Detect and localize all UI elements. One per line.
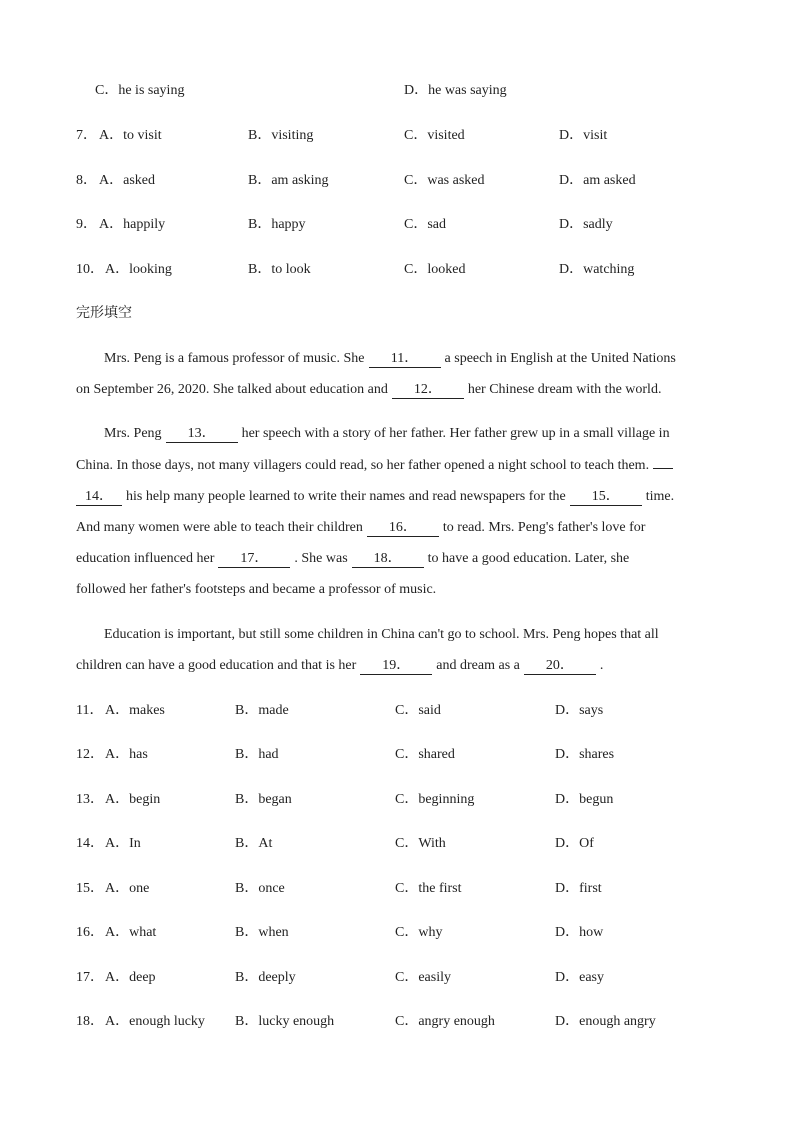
question-row xyxy=(0,1012,794,1032)
option-a: A．makes xyxy=(105,703,165,718)
option-b: B．began xyxy=(235,792,292,807)
passage-text: to read. Mrs. Peng's father's love for xyxy=(442,520,646,535)
option-c: C．easily xyxy=(395,970,451,985)
option-c: C．was asked xyxy=(404,173,485,188)
option-a: A．asked xyxy=(99,173,155,188)
blank-17: 17． xyxy=(218,551,290,568)
option-a: A．looking xyxy=(105,262,172,277)
option-b: B．when xyxy=(235,925,289,940)
option-a: A．has xyxy=(105,747,148,762)
option-c: C．the first xyxy=(395,881,462,896)
option-b: B．happy xyxy=(248,217,306,232)
option-a: A．one xyxy=(105,881,150,896)
question-number: 14． xyxy=(76,836,104,851)
option-a: A．happily xyxy=(99,217,166,232)
option-b: B．once xyxy=(235,881,285,896)
passage-line xyxy=(76,656,716,676)
passage-line xyxy=(104,349,744,369)
option-d: D．shares xyxy=(555,747,615,762)
passage-text: to have a good education. Later, she xyxy=(427,551,630,566)
blank-16: 16． xyxy=(367,520,439,537)
passage-line xyxy=(76,456,716,476)
passage-text: her Chinese dream with the world. xyxy=(467,382,662,397)
option-b: B．At xyxy=(235,836,273,851)
question-row xyxy=(0,701,794,721)
option-c: C．he is saying xyxy=(95,83,185,98)
question-row xyxy=(0,834,794,854)
option-c: C．beginning xyxy=(395,792,475,807)
question-number: 7． xyxy=(76,128,97,143)
option-d: D．enough angry xyxy=(555,1014,656,1029)
question-number: 8． xyxy=(76,173,97,188)
passage-line xyxy=(76,549,716,569)
blank-14-start xyxy=(653,468,673,469)
blank-13: 13． xyxy=(166,426,238,443)
passage-text: . She was xyxy=(294,551,348,566)
blank-20: 20． xyxy=(524,658,596,675)
passage-text: children can have a good education and that is her xyxy=(76,658,357,673)
passage-line xyxy=(104,424,744,444)
question-number: 11． xyxy=(76,703,104,718)
passage-text: her speech with a story of her father. Her father grew up in a small village in xyxy=(241,426,670,441)
option-d: D．watching xyxy=(559,262,635,277)
blank-15: 15． xyxy=(570,489,642,506)
option-a: A．enough lucky xyxy=(105,1014,205,1029)
passage-text: Mrs. Peng xyxy=(104,426,162,441)
option-d: D．begun xyxy=(555,792,614,807)
blank-19: 19． xyxy=(360,658,432,675)
blank-12: 12． xyxy=(392,382,464,399)
question-number: 13． xyxy=(76,792,104,807)
passage-line xyxy=(76,487,716,507)
option-a: A．deep xyxy=(105,970,156,985)
question-row-6-continued xyxy=(0,81,794,101)
question-number: 15． xyxy=(76,881,104,896)
blank-14: 14． xyxy=(76,489,122,506)
option-d: D．says xyxy=(555,703,604,718)
option-c: C．looked xyxy=(404,262,466,277)
option-d: D．Of xyxy=(555,836,594,851)
blank-11: 11． xyxy=(369,351,441,368)
passage-text: And many women were able to teach their children xyxy=(76,520,363,535)
option-d: D．how xyxy=(555,925,604,940)
question-row xyxy=(0,260,794,280)
passage-text: education influenced her xyxy=(76,551,215,566)
option-c: C．shared xyxy=(395,747,455,762)
question-row xyxy=(0,215,794,235)
option-d: D．sadly xyxy=(559,217,613,232)
question-number: 12． xyxy=(76,747,104,762)
option-d: D．he was saying xyxy=(404,83,507,98)
question-row xyxy=(0,879,794,899)
option-b: B．am asking xyxy=(248,173,329,188)
option-c: C．With xyxy=(395,836,446,851)
passage-text: a speech in English at the United Nations xyxy=(444,351,676,366)
question-row xyxy=(0,126,794,146)
option-b: B．deeply xyxy=(235,970,296,985)
option-b: B．visiting xyxy=(248,128,314,143)
question-number: 17． xyxy=(76,970,104,985)
passage-text: time. xyxy=(645,489,675,504)
question-number: 18． xyxy=(76,1014,104,1029)
passage-text: his help many people learned to write their names and read newspapers for the xyxy=(126,489,566,504)
question-row xyxy=(0,923,794,943)
option-b: B．to look xyxy=(248,262,311,277)
passage-text: China. In those days, not many villagers could read, so her father opened a night school to teach them. xyxy=(76,458,650,473)
passage-text: . xyxy=(599,658,604,673)
option-d: D．easy xyxy=(555,970,604,985)
section-heading: 完形填空 xyxy=(76,305,132,321)
option-c: C．sad xyxy=(404,217,446,232)
question-number: 10． xyxy=(76,262,104,277)
passage-text: Mrs. Peng is a famous professor of music. She xyxy=(104,351,365,366)
option-b: B．made xyxy=(235,703,289,718)
option-d: D．am asked xyxy=(559,173,636,188)
option-a: A．to visit xyxy=(99,128,162,143)
passage-line: Education is important, but still some children in China can't go to school. Mrs. Peng hopes that all xyxy=(104,627,659,642)
question-row xyxy=(0,790,794,810)
option-c: C．visited xyxy=(404,128,465,143)
option-c: C．said xyxy=(395,703,441,718)
option-c: C．angry enough xyxy=(395,1014,495,1029)
option-d: D．first xyxy=(555,881,602,896)
question-number: 16． xyxy=(76,925,104,940)
question-number: 9． xyxy=(76,217,97,232)
question-row xyxy=(0,968,794,988)
option-b: B．lucky enough xyxy=(235,1014,335,1029)
option-a: A．what xyxy=(105,925,157,940)
option-b: B．had xyxy=(235,747,279,762)
option-d: D．visit xyxy=(559,128,608,143)
passage-line xyxy=(76,518,716,538)
passage-line: followed her father's footsteps and became a professor of music. xyxy=(76,582,437,597)
option-a: A．begin xyxy=(105,792,161,807)
passage-line xyxy=(76,380,716,400)
passage-text: and dream as a xyxy=(436,658,520,673)
question-row xyxy=(0,171,794,191)
question-row xyxy=(0,745,794,765)
blank-18: 18． xyxy=(352,551,424,568)
passage-text: on September 26, 2020. She talked about education and xyxy=(76,382,388,397)
option-c: C．why xyxy=(395,925,443,940)
option-a: A．In xyxy=(105,836,141,851)
